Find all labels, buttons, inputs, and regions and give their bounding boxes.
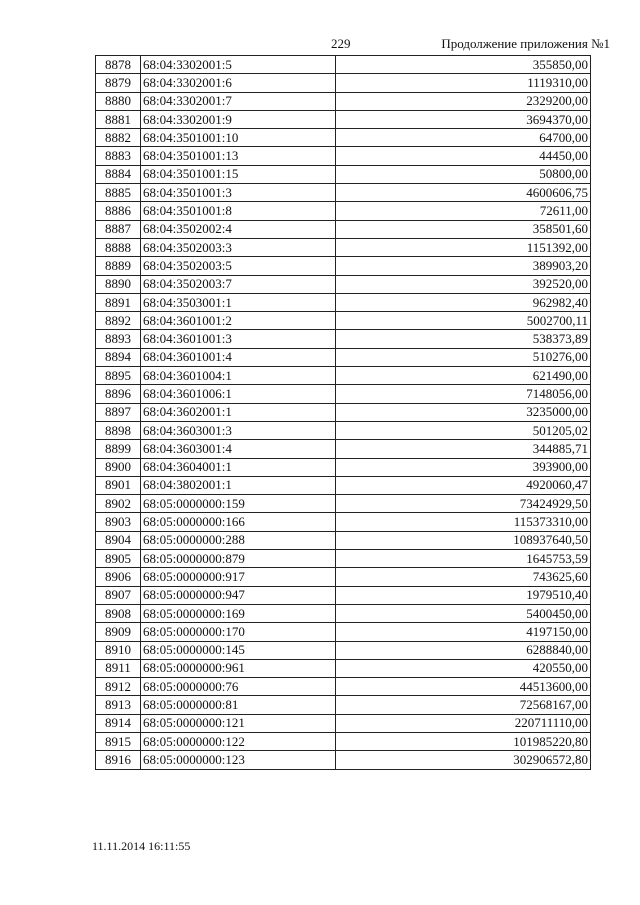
table-row (96, 623, 591, 641)
cadastral-number-cell: 68:05:0000000:288 (141, 531, 336, 549)
cadastral-number-cell: 68:05:0000000:76 (141, 678, 336, 696)
cadastral-number-cell: 68:04:3302001:9 (141, 110, 336, 128)
cadastral-value-table (95, 55, 591, 770)
row-number-cell: 8895 (96, 367, 141, 385)
cadastral-number-cell: 68:04:3501001:8 (141, 202, 336, 220)
table-row (96, 714, 591, 732)
row-number-cell: 8892 (96, 312, 141, 330)
cadastral-number-cell: 68:04:3601001:4 (141, 348, 336, 366)
cadastral-value-cell: 1119310,00 (336, 74, 591, 92)
cadastral-value-cell: 5002700,11 (336, 312, 591, 330)
cadastral-number-cell: 68:05:0000000:123 (141, 751, 336, 769)
table-row (96, 568, 591, 586)
cadastral-value-cell: 3694370,00 (336, 110, 591, 128)
cadastral-value-cell: 355850,00 (336, 56, 591, 74)
row-number-cell: 8887 (96, 220, 141, 238)
cadastral-value-cell: 64700,00 (336, 129, 591, 147)
cadastral-number-cell: 68:04:3601001:2 (141, 312, 336, 330)
row-number-cell: 8893 (96, 330, 141, 348)
cadastral-value-cell: 4920060,47 (336, 476, 591, 494)
table-row (96, 348, 591, 366)
table-row (96, 257, 591, 275)
table-row (96, 403, 591, 421)
table-row (96, 550, 591, 568)
cadastral-number-cell: 68:05:0000000:947 (141, 586, 336, 604)
cadastral-value-cell: 538373,89 (336, 330, 591, 348)
row-number-cell: 8908 (96, 604, 141, 622)
cadastral-number-cell: 68:05:0000000:917 (141, 568, 336, 586)
row-number-cell: 8884 (96, 165, 141, 183)
row-number-cell: 8916 (96, 751, 141, 769)
cadastral-number-cell: 68:05:0000000:159 (141, 495, 336, 513)
cadastral-number-cell: 68:05:0000000:122 (141, 732, 336, 750)
cadastral-number-cell: 68:04:3501001:10 (141, 129, 336, 147)
row-number-cell: 8878 (96, 56, 141, 74)
table-row (96, 440, 591, 458)
table-row (96, 147, 591, 165)
row-number-cell: 8897 (96, 403, 141, 421)
cadastral-number-cell: 68:05:0000000:166 (141, 513, 336, 531)
row-number-cell: 8883 (96, 147, 141, 165)
table-row (96, 458, 591, 476)
cadastral-number-cell: 68:05:0000000:81 (141, 696, 336, 714)
row-number-cell: 8912 (96, 678, 141, 696)
row-number-cell: 8903 (96, 513, 141, 531)
cadastral-value-cell: 6288840,00 (336, 641, 591, 659)
table-row (96, 367, 591, 385)
table-row (96, 696, 591, 714)
cadastral-number-cell: 68:04:3302001:7 (141, 92, 336, 110)
table-row (96, 732, 591, 750)
cadastral-value-cell: 510276,00 (336, 348, 591, 366)
cadastral-value-cell: 7148056,00 (336, 385, 591, 403)
row-number-cell: 8891 (96, 293, 141, 311)
cadastral-value-cell: 4197150,00 (336, 623, 591, 641)
row-number-cell: 8904 (96, 531, 141, 549)
row-number-cell: 8906 (96, 568, 141, 586)
row-number-cell: 8913 (96, 696, 141, 714)
row-number-cell: 8888 (96, 238, 141, 256)
cadastral-value-cell: 72611,00 (336, 202, 591, 220)
row-number-cell: 8881 (96, 110, 141, 128)
table-row (96, 110, 591, 128)
cadastral-value-cell: 389903,20 (336, 257, 591, 275)
table-row (96, 385, 591, 403)
table-row (96, 129, 591, 147)
cadastral-number-cell: 68:05:0000000:170 (141, 623, 336, 641)
table-row (96, 220, 591, 238)
cadastral-number-cell: 68:04:3604001:1 (141, 458, 336, 476)
table-row (96, 293, 591, 311)
cadastral-number-cell: 68:04:3601001:3 (141, 330, 336, 348)
table-row (96, 641, 591, 659)
cadastral-value-cell: 220711110,00 (336, 714, 591, 732)
cadastral-number-cell: 68:04:3502003:3 (141, 238, 336, 256)
cadastral-value-cell: 72568167,00 (336, 696, 591, 714)
cadastral-number-cell: 68:04:3502003:5 (141, 257, 336, 275)
cadastral-value-cell: 344885,71 (336, 440, 591, 458)
footer-timestamp: 11.11.2014 16:11:55 (92, 839, 191, 853)
table-row (96, 56, 591, 74)
cadastral-value-cell: 302906572,80 (336, 751, 591, 769)
cadastral-value-cell: 44513600,00 (336, 678, 591, 696)
row-number-cell: 8910 (96, 641, 141, 659)
cadastral-value-cell: 115373310,00 (336, 513, 591, 531)
table-row (96, 312, 591, 330)
cadastral-number-cell: 68:04:3302001:5 (141, 56, 336, 74)
row-number-cell: 8886 (96, 202, 141, 220)
table-row (96, 275, 591, 293)
cadastral-number-cell: 68:04:3503001:1 (141, 293, 336, 311)
cadastral-number-cell: 68:04:3602001:1 (141, 403, 336, 421)
row-number-cell: 8909 (96, 623, 141, 641)
cadastral-number-cell: 68:04:3603001:4 (141, 440, 336, 458)
table-row (96, 751, 591, 769)
cadastral-number-cell: 68:04:3501001:13 (141, 147, 336, 165)
table-row (96, 184, 591, 202)
cadastral-number-cell: 68:04:3501001:15 (141, 165, 336, 183)
page-caption: Продолжение приложения №1 (441, 36, 610, 51)
cadastral-number-cell: 68:04:3601004:1 (141, 367, 336, 385)
table-row (96, 604, 591, 622)
cadastral-number-cell: 68:04:3502003:7 (141, 275, 336, 293)
row-number-cell: 8894 (96, 348, 141, 366)
table-row (96, 165, 591, 183)
row-number-cell: 8907 (96, 586, 141, 604)
table-row (96, 495, 591, 513)
table-row (96, 421, 591, 439)
cadastral-number-cell: 68:05:0000000:121 (141, 714, 336, 732)
table-row (96, 476, 591, 494)
table-row (96, 678, 591, 696)
cadastral-value-cell: 5400450,00 (336, 604, 591, 622)
cadastral-value-cell: 108937640,50 (336, 531, 591, 549)
table-row (96, 330, 591, 348)
cadastral-number-cell: 68:04:3601006:1 (141, 385, 336, 403)
cadastral-number-cell: 68:05:0000000:145 (141, 641, 336, 659)
cadastral-number-cell: 68:04:3502002:4 (141, 220, 336, 238)
row-number-cell: 8902 (96, 495, 141, 513)
cadastral-number-cell: 68:04:3603001:3 (141, 421, 336, 439)
row-number-cell: 8915 (96, 732, 141, 750)
row-number-cell: 8905 (96, 550, 141, 568)
cadastral-number-cell: 68:05:0000000:169 (141, 604, 336, 622)
table-row (96, 74, 591, 92)
cadastral-value-cell: 962982,40 (336, 293, 591, 311)
table-row (96, 586, 591, 604)
cadastral-number-cell: 68:05:0000000:879 (141, 550, 336, 568)
cadastral-number-cell: 68:04:3802001:1 (141, 476, 336, 494)
cadastral-value-cell: 420550,00 (336, 659, 591, 677)
table-row (96, 531, 591, 549)
row-number-cell: 8896 (96, 385, 141, 403)
table-row (96, 659, 591, 677)
table-body (96, 56, 591, 770)
row-number-cell: 8911 (96, 659, 141, 677)
row-number-cell: 8885 (96, 184, 141, 202)
cadastral-value-cell: 392520,00 (336, 275, 591, 293)
cadastral-value-cell: 501205,02 (336, 421, 591, 439)
cadastral-number-cell: 68:04:3302001:6 (141, 74, 336, 92)
cadastral-value-cell: 101985220,80 (336, 732, 591, 750)
row-number-cell: 8889 (96, 257, 141, 275)
cadastral-value-cell: 1979510,40 (336, 586, 591, 604)
cadastral-value-cell: 2329200,00 (336, 92, 591, 110)
cadastral-value-cell: 4600606,75 (336, 184, 591, 202)
cadastral-value-cell: 393900,00 (336, 458, 591, 476)
row-number-cell: 8880 (96, 92, 141, 110)
row-number-cell: 8914 (96, 714, 141, 732)
cadastral-value-cell: 621490,00 (336, 367, 591, 385)
row-number-cell: 8879 (96, 74, 141, 92)
row-number-cell: 8899 (96, 440, 141, 458)
table-row (96, 92, 591, 110)
cadastral-value-cell: 1151392,00 (336, 238, 591, 256)
table-row (96, 238, 591, 256)
cadastral-value-cell: 3235000,00 (336, 403, 591, 421)
row-number-cell: 8901 (96, 476, 141, 494)
row-number-cell: 8898 (96, 421, 141, 439)
row-number-cell: 8900 (96, 458, 141, 476)
cadastral-value-cell: 1645753,59 (336, 550, 591, 568)
cadastral-value-cell: 743625,60 (336, 568, 591, 586)
cadastral-value-cell: 358501,60 (336, 220, 591, 238)
cadastral-value-cell: 44450,00 (336, 147, 591, 165)
table-row (96, 513, 591, 531)
page-number: 229 (331, 36, 351, 51)
row-number-cell: 8890 (96, 275, 141, 293)
cadastral-number-cell: 68:05:0000000:961 (141, 659, 336, 677)
cadastral-number-cell: 68:04:3501001:3 (141, 184, 336, 202)
cadastral-value-cell: 73424929,50 (336, 495, 591, 513)
table-row (96, 202, 591, 220)
row-number-cell: 8882 (96, 129, 141, 147)
cadastral-value-cell: 50800,00 (336, 165, 591, 183)
